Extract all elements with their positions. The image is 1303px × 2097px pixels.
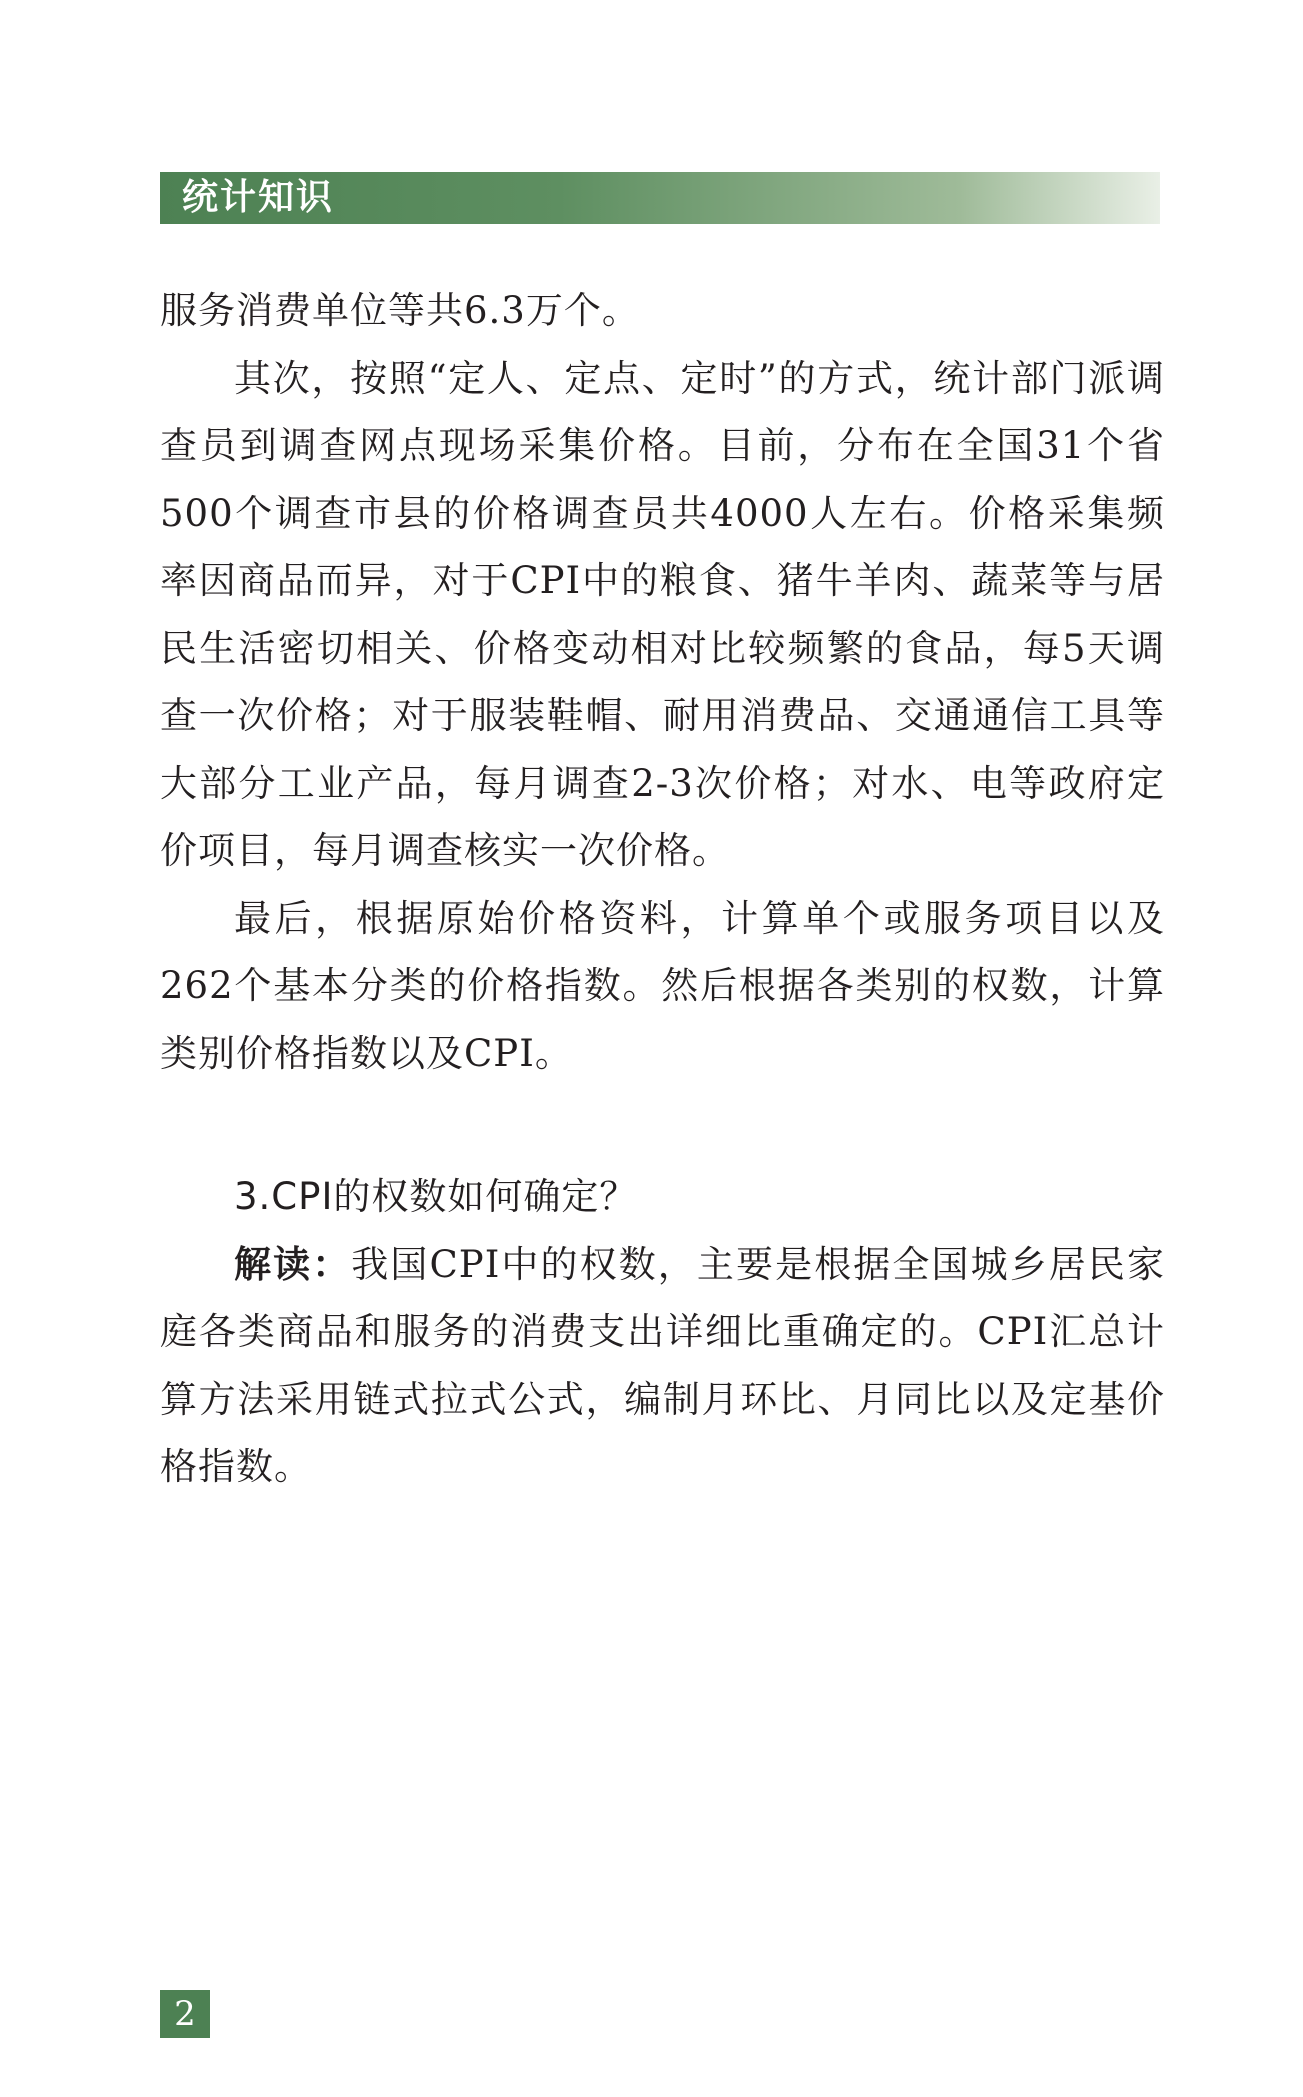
section-header-title: 统计知识: [182, 177, 335, 218]
paragraph-price-collection: 其次，按照“定人、定点、定时”的方式，统计部门派调查员到调查网点现场采集价格。目前，分布在全国31个省500个调查市县的价格调查员共4000人左右。价格采集频率因商品而异，对于CPI中的粮食、猪牛羊肉、蔬菜等与居民生活密切相关、价格变动相对比较频繁的食品，每5天调查一次价格；对于服装鞋帽、耐用消费品、交通通信工具等大部分工业产品，每月调查2-3次价格；对水、电等政府定价项目，每月调查核实一次价格。: [160, 356, 1165, 872]
answer-label: 解读：: [234, 1242, 352, 1286]
page-body: [160, 277, 1165, 1501]
section-header-bar: [160, 172, 1160, 224]
answer-text: 我国CPI中的权数，主要是根据全国城乡居民家庭各类商品和服务的消费支出详细比重确定的。CPI汇总计算方法采用链式拉式公式，编制月环比、月同比以及定基价格指数。: [160, 1242, 1165, 1488]
answer-paragraph: [160, 1231, 1165, 1501]
page-number: 2: [160, 1990, 210, 2038]
paragraph-continuation: 服务消费单位等共6.3万个。: [160, 289, 640, 332]
paragraph-index-calculation: 最后，根据原始价格资料，计算单个或服务项目以及262个基本分类的价格指数。然后根据各类别的权数，计算类别价格指数以及CPI。: [160, 896, 1165, 1075]
question-heading: 3.CPI的权数如何确定？: [234, 1175, 638, 1218]
